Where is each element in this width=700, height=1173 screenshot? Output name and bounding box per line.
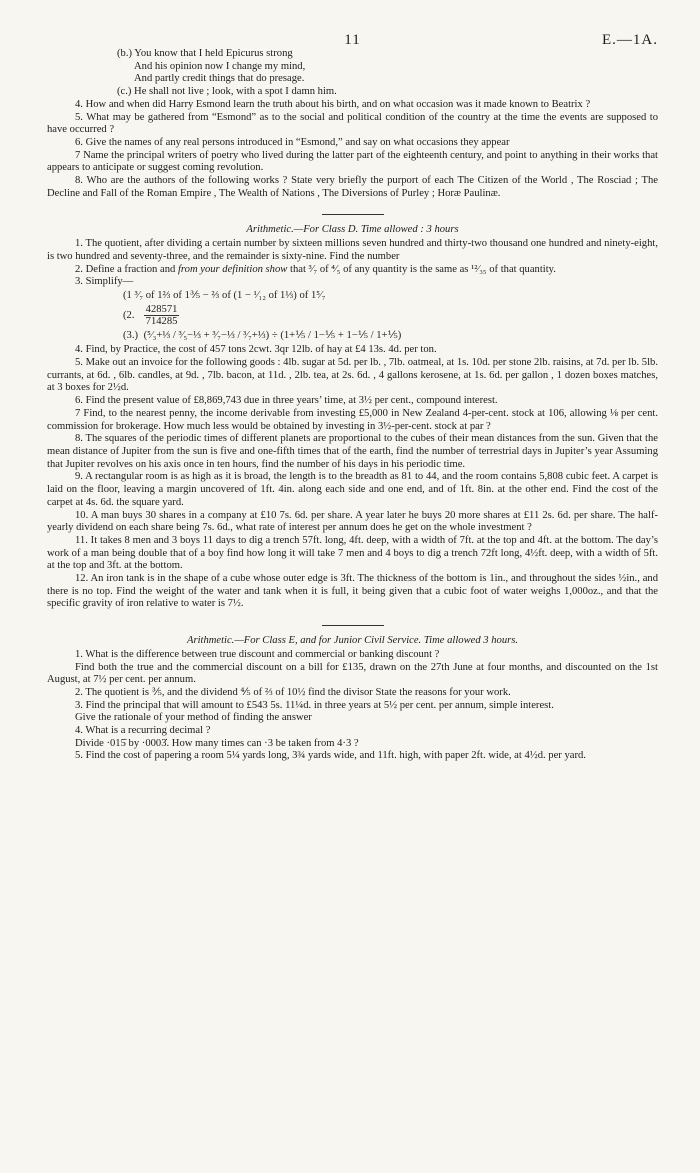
quote-line: And his opinion now I change my mind, <box>134 60 306 72</box>
page-header <box>47 0 658 48</box>
question: 2. The quotient is ⅗, and the dividend ⅘ of ⅔ of 10½ find the divisor State the reasons for your work. <box>75 686 511 698</box>
question: 8. Who are the authors of the following works ? State very briefly the purport of each The Citizen of the World , The Rosciad ; The Decline and Fall of the Roman Empire , The Wealth of Nations , The Diversions of Purley ; Horæ Paulinæ. <box>47 175 658 199</box>
question-text: 2. Define a fraction and <box>75 263 176 275</box>
question: 5. What may be gathered from “Esmond” as to the social and political condition of the country at the time the events are supposed to have occurred ? <box>47 111 658 136</box>
question: 4. What is a recurring decimal ? <box>75 725 211 737</box>
section-heading: Arithmetic.—For Class D. Time allowed : 3 hours <box>246 224 459 236</box>
question: 6. Find the present value of £8,869,743 due in three years’ time, at 3½ per cent., compound interest. <box>75 395 498 407</box>
question: 4. How and when did Harry Esmond learn the truth about his birth, and on what occasion was it made known to Beatrix ? <box>75 98 591 110</box>
question-text: that ³⁄₇ of ⁴⁄₅ of any quantity is the same as ¹²⁄₃₅ of that quantity. <box>290 263 556 275</box>
page-number: 11 <box>344 32 361 48</box>
question: 8. The squares of the periodic times of different planets are proportional to the cubes of their mean distances from the sun. Given that the mean distance of Jupiter from the sun is five and one-fifth times that of the earth, find the number of terrestrial days in Jupiter’s year Assuming that Jupiter revolves on his axis once in ten hours, find the number of his days in his periodic time. <box>47 433 658 470</box>
question: 11. It takes 8 men and 3 boys 11 days to dig a trench 57ft. long, 4ft. deep, with a width of 7ft. at the top and 4ft. at the bottom. The day’s work of a man being double that of a boy find how long it will take 7 men and 4 boys to dig a trench 72ft long, 4½ft. deep, with a width of 5ft. at the top and 3ft. at the bottom. <box>47 534 658 572</box>
quote-line: (c.) He shall not live ; look, with a spot I damn him. <box>117 86 337 98</box>
math-expression <box>47 304 658 327</box>
math-expression <box>47 330 658 343</box>
compound-fraction: (⁵⁄₃+⅓ / ³⁄₅−⅓ + ³⁄₇−⅓ / ³⁄₇+⅓) ÷ (1+⅕ / 1−⅕ + 1−⅕ / 1+⅕) <box>143 329 402 341</box>
question: 12. An iron tank is in the shape of a cube whose outer edge is 3ft. The thickness of the bottom is 1in., and throughout the sides ½in., and there is no top. Find the weight of the water and tank when it is full, it being given that a cubic foot of water weighs 1,000oz., and that the specific gravity of iron relative to water is 7½. <box>47 573 658 610</box>
section-heading: Arithmetic.—For Class E, and for Junior Civil Service. Time allowed 3 hours. <box>186 635 519 647</box>
document-reference: E.—1A. <box>602 32 658 48</box>
class-e-section <box>47 635 658 763</box>
quote-line: And partly credit things that do presage. <box>134 73 305 85</box>
question: 9. A rectangular room is as high as it is broad, the length is to the breadth as 81 to 44, and the room contains 5,808 cubic feet. A carpet is laid on the floor, leaving a margin uncovered of 1ft. 4in. along each side and one end, and of 1ft. 8in. at the other end. Find the cost of the carpet at 4s. 6d. the square yard. <box>47 471 658 508</box>
question-emphasis: from your definition show <box>177 263 288 275</box>
question: 7 Name the principal writers of poetry who lived during the latter part of the eighteenth century, and point to anything in their works that appears to anticipate or suggest coming revolution. <box>47 149 658 174</box>
class-d-section <box>47 224 658 611</box>
section-divider <box>322 625 384 626</box>
math-label: (2. <box>123 309 135 321</box>
question <box>47 264 658 277</box>
question: Divide ·015̇ by ·0003̇. How many times can ·3 be taken from 4·3 ? <box>75 737 359 749</box>
quote-line: (b.) You know that I held Epicurus strong <box>117 48 293 59</box>
section-divider <box>322 214 384 215</box>
question: Find both the true and the commercial discount on a bill for £135, drawn on the 27th June at four months, and discounted on the 1st August, at 7½ per cent. per annum. <box>47 661 658 686</box>
question: 4. Find, by Practice, the cost of 457 tons 2cwt. 3qr 12lb. of hay at £4 13s. 4d. per ton. <box>75 344 437 356</box>
numerator: 428571 <box>145 303 178 315</box>
question: 1. What is the difference between true discount and commercial or banking discount ? <box>75 648 440 660</box>
math-expression: (1 ³⁄₇ of 1⅔ of 1⅗ − ⅔ of (1 − ¹⁄₁₂ of 1⅓) of 1⁵⁄₇ <box>123 289 326 301</box>
denominator: 714285 <box>145 315 178 327</box>
question: 3. Find the principal that will amount to £543 5s. 11¼d. in three years at 5½ per cent. per annum, simple interest. <box>75 699 554 711</box>
question: 6. Give the names of any real persons introduced in “Esmond,” and say on what occasions they appear <box>75 136 510 148</box>
fraction <box>144 304 180 327</box>
question-list <box>47 344 658 611</box>
question: 10. A man buys 30 shares in a company at £10 7s. 6d. per share. A year later he buys 20 more shares at £11 2s. 6d. per share. The half-yearly dividend on each share being 7s. 6d., what rate of interest per annum does he get on the whole investment ? <box>47 509 658 534</box>
intro-section <box>47 48 658 200</box>
question: Give the rationale of your method of finding the answer <box>75 712 312 724</box>
question: 3. Simplify— <box>75 276 134 288</box>
math-label: (3.) <box>123 329 139 341</box>
question: 1. The quotient, after dividing a certain number by sixteen millions seven hundred and thirty-two thousand one hundred and ninety-eight, is two hundred and seventy-three, and the remainder is sixty-nine. Find the number <box>47 238 658 262</box>
question: 7 Find, to the nearest penny, the income derivable from investing £5,000 in New Zealand 4-per-cent. stock at 106, allowing ⅛ per cent. commission for brokerage. How much less would be obtained by investing in 3½-per-cent. stock at par ? <box>47 407 658 432</box>
question: 5. Find the cost of papering a room 5¼ yards long, 3¾ yards wide, and 11ft. high, with paper 2ft. wide, at 4½d. per yard. <box>75 750 586 762</box>
question: 5. Make out an invoice for the following goods : 4lb. sugar at 5d. per lb. , 7lb. oatmeal, at 1s. 10d. per stone 2lb. raisins, at 7d. per lb. 5lb. currants, at 6d. , 6lb. candles, at 9d. , 7lb. bacon, at 11d. , 2lb. tea, at 2s. 6d. , 4 gallons kerosene, at 1s. 6d. per gallon , 1 dozen boxes matches, at 3 boxes for 2½d. <box>47 357 658 394</box>
